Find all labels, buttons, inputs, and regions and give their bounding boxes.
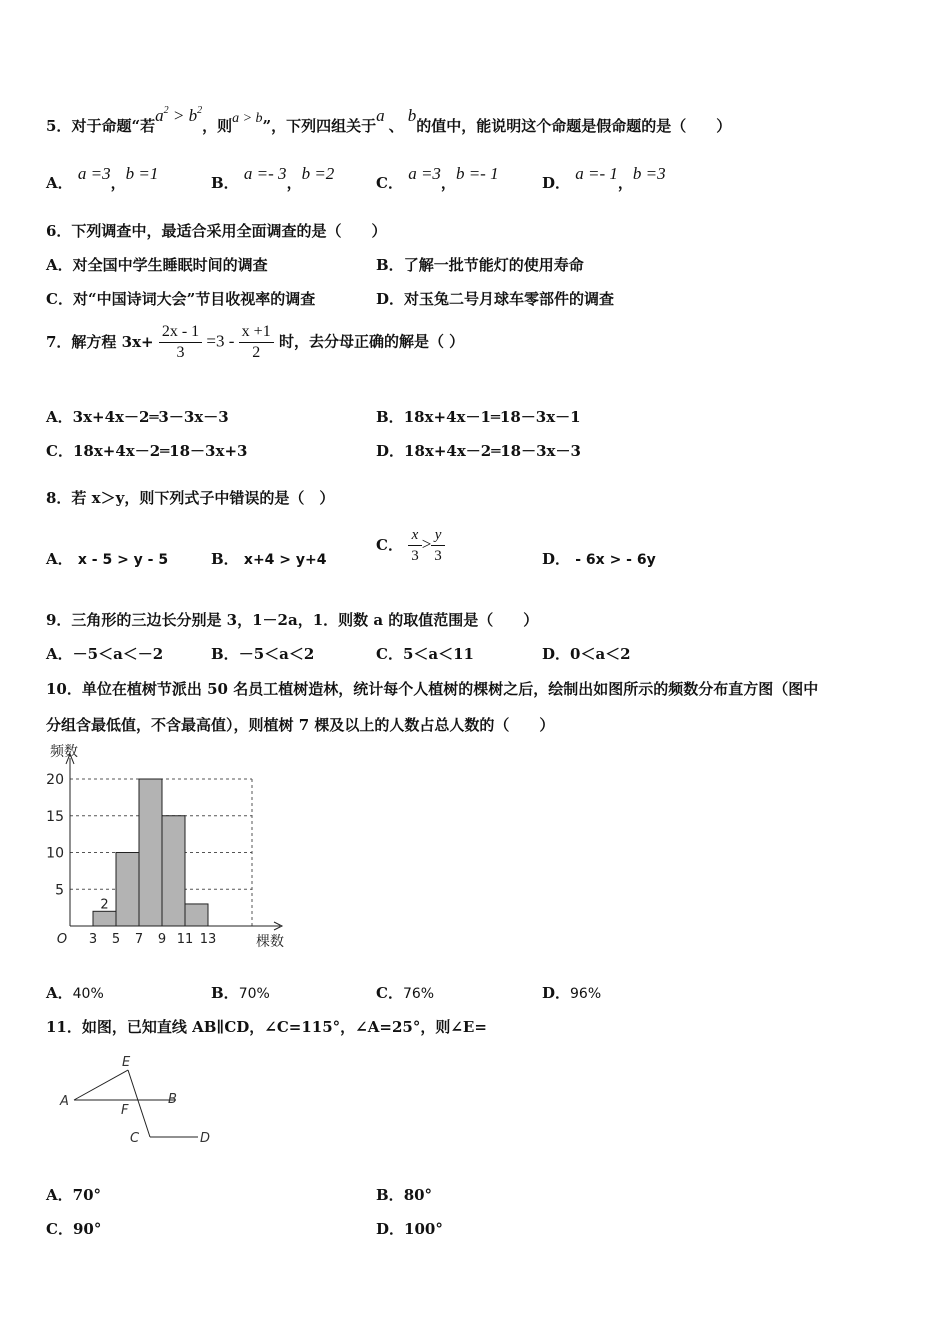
option-text: 0＜a＜2: [570, 645, 631, 663]
option-text: 3x+4x－2═3－3x－3: [72, 408, 229, 426]
option-label: D．: [376, 1220, 405, 1238]
y-axis-title: 频数: [50, 744, 78, 760]
x-tick-label: 5: [111, 932, 121, 947]
x-tick-label: 13: [199, 932, 217, 947]
q6-option-a[interactable]: [46, 254, 268, 275]
option-text: 100°: [404, 1220, 443, 1238]
q7-option-b[interactable]: [376, 406, 581, 427]
option-label: C．: [376, 174, 403, 192]
option-value: b =1: [125, 164, 159, 183]
option-text: 对“中国诗词大会”节目收视率的调查: [72, 290, 316, 308]
option-label: B．: [211, 550, 239, 568]
q5-text: 对于命题“若: [71, 117, 156, 135]
option-value: b =2: [301, 164, 335, 183]
option-label: A．: [46, 645, 73, 663]
option-text: 70%: [238, 986, 270, 1002]
bar-data-label: 2: [100, 897, 109, 913]
x-tick-label: O: [56, 932, 68, 947]
q6-option-b[interactable]: [376, 254, 584, 275]
question-6-stem: 6．下列调查中，最适合采用全面调查的是（ ）: [46, 222, 387, 240]
q5-exp: 2: [163, 105, 169, 116]
question-number: 5．: [46, 117, 72, 135]
option-text: －5＜a＜2: [238, 645, 315, 663]
label-e: E: [122, 1055, 131, 1070]
y-tick-label: 15: [46, 808, 64, 825]
option-label: A．: [46, 174, 73, 192]
fraction-denominator: 3: [434, 548, 442, 564]
fraction-numerator: y: [431, 525, 445, 546]
option-text: 76%: [402, 986, 435, 1002]
label-a: A: [60, 1094, 69, 1109]
q10-option-b[interactable]: [211, 982, 270, 1003]
q11-option-c[interactable]: [46, 1218, 101, 1239]
option-label: A．: [46, 408, 73, 426]
option-value: b =- 1: [455, 164, 499, 183]
option-label: A．: [46, 1186, 73, 1204]
question-5-stem: [46, 105, 732, 136]
option-text: x - 5 > y - 5: [77, 552, 169, 568]
question-9-stem: 9．三角形的三边长分别是 3，1－2a，1．则数 a 的取值范围是（ ）: [46, 611, 539, 629]
fraction-denominator: 3: [411, 548, 419, 564]
q5-var: a: [376, 106, 385, 125]
fraction-denominator: 3: [176, 344, 185, 361]
x-tick-label: 3: [88, 932, 98, 947]
q5-sep: 、: [388, 117, 404, 135]
label-f: F: [121, 1103, 129, 1118]
option-value: a =3: [408, 164, 441, 183]
option-label: D．: [542, 550, 571, 568]
option-value: a =- 3: [243, 164, 287, 183]
q7-option-d[interactable]: [376, 440, 581, 461]
option-text: 对全国中学生睡眠时间的调查: [72, 256, 268, 274]
histogram-bar: [185, 904, 208, 926]
option-label: C．: [376, 645, 403, 663]
q5-var: b: [407, 106, 417, 125]
option-label: D．: [542, 645, 571, 663]
q5-var: b: [188, 106, 198, 125]
fraction-numerator: x +1: [239, 322, 274, 343]
option-text: 80°: [403, 1186, 433, 1204]
q8-fraction-x: [408, 525, 422, 566]
question-10-line-1: 10．单位在植树节派出 50 名员工植树造林，统计每个人植树的棵树之后，绘制出如图所示的频数分布直方图（图中: [46, 680, 819, 698]
q5-text: 的值中，能说明这个命题是假命题的是（ ）: [416, 117, 732, 135]
option-label: C．: [376, 984, 403, 1002]
option-text: 96%: [570, 986, 602, 1002]
q9-option-b[interactable]: [211, 643, 314, 664]
option-label: B．: [211, 984, 239, 1002]
q5-option-c[interactable]: C． a =3，b =- 1: [376, 164, 499, 192]
q10-option-a[interactable]: [46, 982, 104, 1003]
q7-option-a[interactable]: [46, 406, 229, 427]
question-11-stem: 11．如图，已知直线 AB∥CD，∠C=115°，∠A=25°，则∠E=: [46, 1018, 487, 1036]
q10-option-d[interactable]: [542, 982, 601, 1003]
segment-ae: [74, 1070, 128, 1100]
question-8-stem: 8．若 x＞y，则下列式子中错误的是（ ）: [46, 489, 335, 507]
q8-fraction-y: [431, 525, 445, 566]
option-text: 70°: [72, 1186, 102, 1204]
option-label: C．: [46, 1220, 73, 1238]
option-label: D．: [376, 442, 405, 460]
label-d: D: [200, 1131, 211, 1146]
option-text: x+4 > y+4: [243, 552, 327, 568]
option-text: 18x+4x－1═18－3x－1: [403, 408, 581, 426]
q6-option-c[interactable]: [46, 288, 315, 309]
q9-option-c[interactable]: [376, 643, 474, 664]
option-label: D．: [542, 174, 571, 192]
q8-option-d[interactable]: [542, 548, 656, 569]
y-tick-label: 10: [46, 845, 64, 862]
option-label: C．: [46, 290, 73, 308]
option-label: B．: [376, 256, 404, 274]
q7-text: 时，去分母正确的解是（ ）: [278, 332, 465, 351]
option-label: A．: [46, 984, 73, 1002]
q7-equals: =3 -: [202, 331, 239, 351]
option-text: 对玉兔二号月球车零部件的调查: [404, 290, 615, 308]
q5-text: ，则: [202, 117, 233, 135]
question-7-stem: [46, 322, 464, 363]
option-text: －5＜a＜－2: [72, 645, 164, 663]
frequency-histogram: [40, 740, 300, 952]
q5-conclusion: a > b: [232, 111, 263, 126]
option-text: 了解一批节能灯的使用寿命: [403, 256, 584, 274]
option-text: - 6x > - 6y: [575, 552, 656, 568]
option-text: 90°: [72, 1220, 102, 1238]
q11-option-a[interactable]: [46, 1184, 101, 1205]
q11-option-d[interactable]: [376, 1218, 443, 1239]
option-text: 18x+4x－2═18－3x－3: [404, 442, 581, 460]
histogram-bar: [162, 816, 185, 926]
fraction-numerator: 2x - 1: [159, 322, 202, 343]
q5-exp: 2: [197, 105, 203, 116]
option-value: b =3: [632, 164, 666, 183]
option-label: B．: [376, 1186, 404, 1204]
label-b: B: [168, 1092, 177, 1107]
histogram-bar: [116, 853, 139, 927]
q9-option-a[interactable]: [46, 643, 163, 664]
q5-text: ”，下列四组关于: [262, 117, 377, 135]
option-value: a =3: [77, 164, 111, 183]
q8-option-a[interactable]: [46, 548, 168, 569]
q8-option-c[interactable]: [376, 525, 445, 566]
q5-option-d[interactable]: D． a =- 1，b =3: [542, 164, 666, 192]
q7-text: 7．解方程 3x+: [46, 332, 154, 351]
x-axis-title: 棵数: [256, 934, 284, 950]
q8-option-b[interactable]: [211, 548, 327, 569]
option-label: D．: [542, 984, 571, 1002]
fraction-denominator: 2: [252, 344, 261, 361]
q7-option-c[interactable]: [46, 440, 247, 461]
histogram-bar: [93, 911, 116, 926]
q7-fraction-2: [239, 322, 274, 363]
greater-than: >: [421, 534, 432, 554]
histogram-bar: [139, 779, 162, 926]
segment-ec: [128, 1070, 150, 1137]
question-10-line-2: 分组含最低值，不含最高值），则植树 7 棵及以上的人数占总人数的（ ）: [46, 716, 555, 734]
option-text: 18x+4x－2═18－3x+3: [72, 442, 248, 460]
q5-option-b[interactable]: B． a =- 3，b =2: [211, 164, 335, 192]
q6-option-d[interactable]: [376, 288, 614, 309]
option-label: C．: [376, 535, 403, 554]
option-label: A．: [46, 550, 73, 568]
q5-gt: >: [168, 106, 189, 125]
q5-var: a: [155, 106, 164, 125]
q11-option-b[interactable]: [376, 1184, 432, 1205]
q5-option-a[interactable]: A． a =3，b =1: [46, 164, 159, 192]
option-label: C．: [46, 442, 73, 460]
q7-fraction-1: [159, 322, 202, 363]
option-label: D．: [376, 290, 405, 308]
x-tick-label: 9: [157, 932, 167, 947]
option-label: B．: [376, 408, 404, 426]
option-text: 40%: [72, 986, 104, 1002]
option-label: A．: [46, 256, 73, 274]
label-c: C: [130, 1131, 140, 1146]
option-label: B．: [211, 174, 239, 192]
option-text: 5＜a＜11: [402, 645, 474, 663]
q9-option-d[interactable]: [542, 643, 631, 664]
q10-option-c[interactable]: [376, 982, 434, 1003]
y-tick-label: 20: [46, 772, 64, 788]
parallel-lines-figure: [50, 1050, 230, 1150]
option-value: a =- 1: [575, 164, 618, 183]
y-tick-label: 5: [55, 882, 64, 899]
x-tick-label: 7: [134, 932, 144, 947]
fraction-numerator: x: [408, 525, 422, 546]
option-label: B．: [211, 645, 239, 663]
x-tick-label: 11: [176, 932, 194, 947]
